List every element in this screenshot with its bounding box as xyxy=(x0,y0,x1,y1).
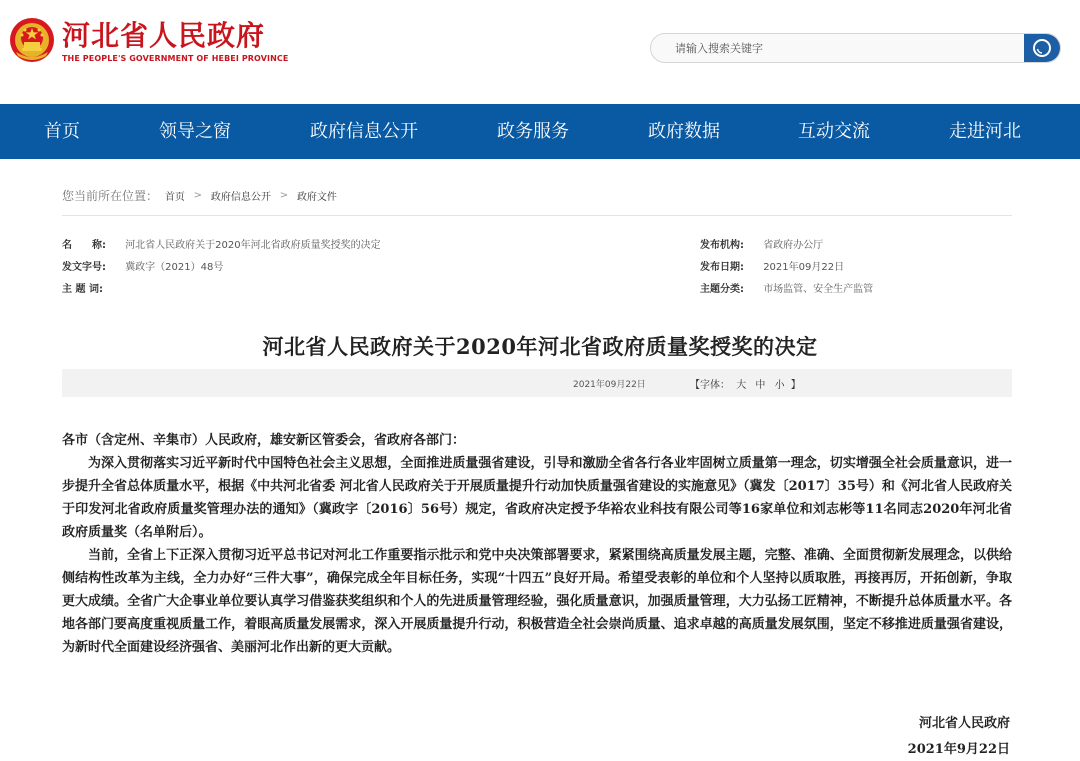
search-icon xyxy=(1031,37,1053,59)
meta-keywords-key: 主 题 词: xyxy=(62,284,103,295)
document-title: 河北省人民政府关于2020年河北省政府质量奖授奖的决定 xyxy=(262,334,818,359)
search-box xyxy=(650,33,1061,63)
breadcrumb-separator: > xyxy=(279,190,289,201)
meta-name-key: 名 称: xyxy=(62,240,106,251)
page-content xyxy=(0,159,1080,761)
breadcrumb-label: 您当前所在位置： xyxy=(62,189,159,203)
meta-category-value: 市场监管、安全生产监管 xyxy=(763,284,874,295)
nav-item-leaders[interactable]: 领导之窗 xyxy=(159,121,231,142)
font-size-medium[interactable]: 中 xyxy=(755,380,766,391)
meta-date-value: 2021年09月22日 xyxy=(763,262,845,273)
breadcrumb-gov-documents[interactable]: 政府文件 xyxy=(296,192,337,203)
site-subtitle: THE PEOPLE'S GOVERNMENT OF HEBEI PROVINCE xyxy=(62,54,289,63)
meta-date-key: 发布日期: xyxy=(700,262,744,273)
document-info-bar xyxy=(62,369,1012,397)
nav-item-interaction[interactable]: 互动交流 xyxy=(798,121,870,142)
document-date: 2021年09月22日 xyxy=(573,380,646,390)
main-nav xyxy=(0,104,1080,159)
signature-date: 2021年9月22日 xyxy=(907,742,1010,757)
national-emblem-logo[interactable] xyxy=(8,16,56,64)
paragraph-1: 为深入贯彻落实习近平新时代中国特色社会主义思想，全面推进质量强省建设，引导和激励全省各行各业牢固树立质量第一理念，切实增强全社会质量意识，进一步提升全省总体质量水平，根据《中共河北省委 河北省人民政府关于开展质量提升行动加快质量强省建设的实施意见》（冀发〔2017〕35号）和《河北省人民政府关于印发河北省政府质量奖管理办法的通知》（冀政字〔2016〕56号）规定，省政府决定授予华裕农业科技有限公司等16家单位和刘志彬等11名同志2020年河北省政府质量奖（名单附后）。 xyxy=(62,456,1012,540)
nav-item-data[interactable]: 政府数据 xyxy=(648,121,720,142)
meta-date-row xyxy=(700,258,844,273)
font-size-control xyxy=(690,376,801,391)
search-button[interactable] xyxy=(1024,34,1060,62)
breadcrumb-divider xyxy=(62,215,1012,216)
signature: 河北省人民政府 xyxy=(918,716,1010,731)
nav-item-services[interactable]: 政务服务 xyxy=(497,121,569,142)
salutation: 各市（含定州、辛集市）人民政府，雄安新区管委会，省政府各部门： xyxy=(62,433,466,448)
breadcrumb-gov-info[interactable]: 政府信息公开 xyxy=(210,192,271,203)
breadcrumb-separator: > xyxy=(193,190,203,201)
site-name[interactable]: 河北省人民政府 xyxy=(62,19,266,52)
meta-category-row xyxy=(700,280,873,295)
font-size-small[interactable]: 小 xyxy=(774,380,785,391)
document-body xyxy=(62,429,1012,659)
meta-issuer-key: 发布机构: xyxy=(700,240,744,251)
paragraph-2: 当前，全省上下正深入贯彻习近平总书记对河北工作重要指示批示和党中央决策部署要求，紧紧围绕高质量发展主题，完整、准确、全面贯彻新发展理念，以供给侧结构性改革为主线，全力办好“三件大事”，确保完成全年目标任务，实现“十四五”良好开局。希望受表彰的单位和个人坚持以质取胜，再接再厉，开拓创新，争取更大成绩。全省广大企事业单位要认真学习借鉴获奖组织和个人的先进质量管理经验，强化质量意识，加强质量管理，大力弘扬工匠精神，不断提升总体质量水平。各地各部门要高度重视质量工作，着眼高质量发展需求，深入开展质量提升行动，积极营造全社会崇尚质量、追求卓越的高质量发展氛围，坚定不移推进质量强省建设，为新时代全面建设经济强省、美丽河北作出新的更大贡献。 xyxy=(62,548,1012,655)
nav-item-gov-info[interactable]: 政府信息公开 xyxy=(310,121,418,142)
meta-issuer-row xyxy=(700,236,823,251)
meta-keywords-row xyxy=(62,280,125,295)
breadcrumb xyxy=(62,187,340,207)
nav-item-about-hebei[interactable]: 走进河北 xyxy=(949,121,1021,142)
font-size-large[interactable]: 大 xyxy=(736,380,747,391)
font-label-close: 】 xyxy=(790,380,801,391)
meta-docno-value: 冀政字（2021）48号 xyxy=(125,262,224,273)
meta-docno-key: 发文字号: xyxy=(62,262,106,273)
font-label-open: 【字体： xyxy=(690,380,730,391)
meta-category-key: 主题分类: xyxy=(700,284,744,295)
meta-issuer-value: 省政府办公厅 xyxy=(763,240,824,251)
nav-item-home[interactable]: 首页 xyxy=(44,121,80,142)
breadcrumb-home[interactable]: 首页 xyxy=(164,192,185,203)
meta-docno-row xyxy=(62,258,223,273)
meta-name-value: 河北省人民政府关于2020年河北省政府质量奖授奖的决定 xyxy=(125,240,381,251)
search-input[interactable] xyxy=(675,34,1015,62)
meta-name-row xyxy=(62,236,381,251)
site-header xyxy=(0,0,1080,104)
